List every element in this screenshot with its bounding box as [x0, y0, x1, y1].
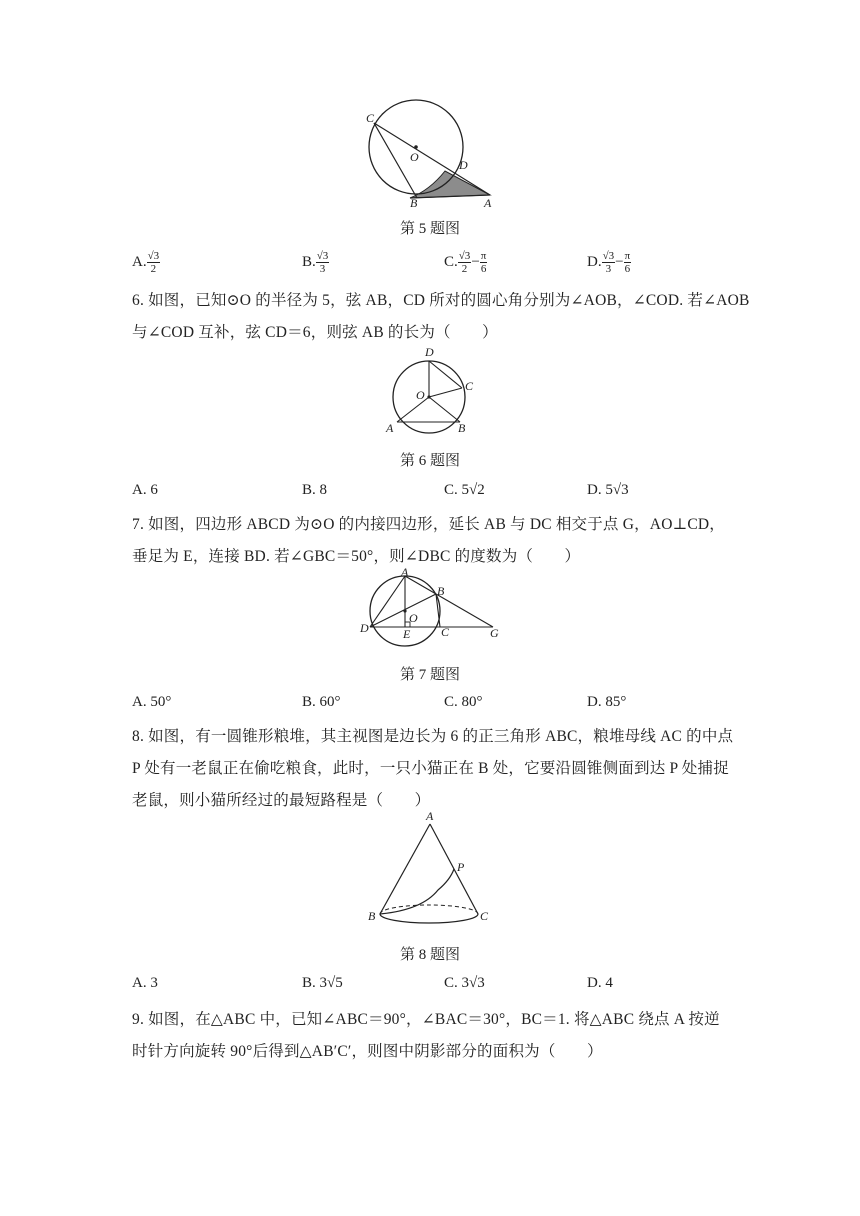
q5-label-o: O — [410, 150, 419, 164]
q6-label-b: B — [458, 421, 466, 435]
q9-line-2: 时针方向旋转 90°后得到△AB′C′，则图中阴影部分的面积为（ ） — [132, 1043, 603, 1060]
q9-line-1: 9. 如图，在△ABC 中，已知∠ABC＝90°，∠BAC＝30°，BC＝1. 将△ABC 绕点 A 按逆 — [132, 1011, 720, 1028]
q8-caption: 第 8 题图 — [399, 947, 460, 963]
q5-figure — [360, 95, 510, 210]
q6-option-a: A. 6 — [132, 482, 158, 498]
q5-option-b: B. $\frac{√3}{3}$ — [302, 250, 329, 275]
q8-label-p: P — [457, 860, 465, 874]
q5-label-a: A — [484, 196, 492, 210]
q7-label-o: O — [409, 611, 418, 625]
q7-label-d: D — [360, 621, 369, 635]
q7-option-b: B. 60° — [302, 694, 341, 710]
q6-label-d: D — [425, 345, 434, 359]
q8-label-b: B — [368, 909, 376, 923]
q8-line-2: P 处有一老鼠正在偷吃粮食，此时，一只小猫正在 B 处，它要沿圆锥侧面到达 P 处捕捉 — [132, 760, 729, 777]
q7-line-2: 垂足为 E，连接 BD. 若∠GBC＝50°，则∠DBC 的度数为（ ） — [132, 548, 581, 565]
q8-option-b: B. 3√5 — [302, 975, 343, 991]
q7-caption: 第 7 题图 — [399, 667, 460, 683]
q8-line-1: 8. 如图，有一圆锥形粮堆，其主视图是边长为 6 的正三角形 ABC，粮堆母线 AC 的中点 — [132, 728, 734, 745]
q5-option-a: A. $\frac{√3}{2}$ — [132, 250, 160, 275]
q5-option-d: D. $\frac{√3}{3}$ − $\frac{\pi}{6}$ — [587, 250, 631, 275]
q7-label-c: C — [441, 625, 450, 639]
q8-label-a: A — [426, 809, 434, 823]
q8-option-d: D. 4 — [587, 975, 613, 991]
q6-line-2: 与∠COD 互补，弦 CD＝6，则弦 AB 的长为（ ） — [132, 324, 498, 341]
q6-option-d: D. 5√3 — [587, 482, 629, 498]
q8-option-c: C. 3√3 — [444, 975, 485, 991]
q6-label-o: O — [416, 388, 425, 402]
q6-figure — [380, 344, 480, 439]
q7-label-g: G — [490, 626, 499, 640]
q7-option-a: A. 50° — [132, 694, 172, 710]
q6-option-b: B. 8 — [302, 482, 328, 498]
q7-option-c: C. 80° — [444, 694, 483, 710]
q5-label-c: C — [366, 111, 375, 125]
q5-label-b: B — [410, 196, 418, 210]
q8-option-a: A. 3 — [132, 975, 158, 991]
q6-label-a: A — [386, 421, 394, 435]
q5-label-d: D — [459, 158, 468, 172]
q5-caption: 第 5 题图 — [399, 221, 460, 237]
q6-caption: 第 6 题图 — [399, 453, 460, 469]
q7-label-a: A — [401, 565, 409, 579]
q7-label-b: B — [437, 584, 445, 598]
q8-label-c: C — [480, 909, 489, 923]
q6-option-c: C. 5√2 — [444, 482, 485, 498]
q7-label-e: E — [403, 627, 411, 641]
q6-label-c: C — [465, 379, 474, 393]
q7-option-d: D. 85° — [587, 694, 627, 710]
q7-figure — [356, 565, 506, 644]
q8-figure — [362, 810, 502, 935]
q7-line-1: 7. 如图，四边形 ABCD 为⊙O 的内接四边形，延长 AB 与 DC 相交于点 G，AO⊥CD， — [132, 516, 725, 533]
q5-option-c: C. $\frac{√3}{2}$ − $\frac{\pi}{6}$ — [444, 250, 487, 275]
q8-line-3: 老鼠，则小猫所经过的最短路程是（ ） — [132, 792, 431, 809]
q6-line-1: 6. 如图，已知⊙O 的半径为 5，弦 AB，CD 所对的圆心角分别为∠AOB，∠COD. 若∠AOB — [132, 292, 750, 309]
